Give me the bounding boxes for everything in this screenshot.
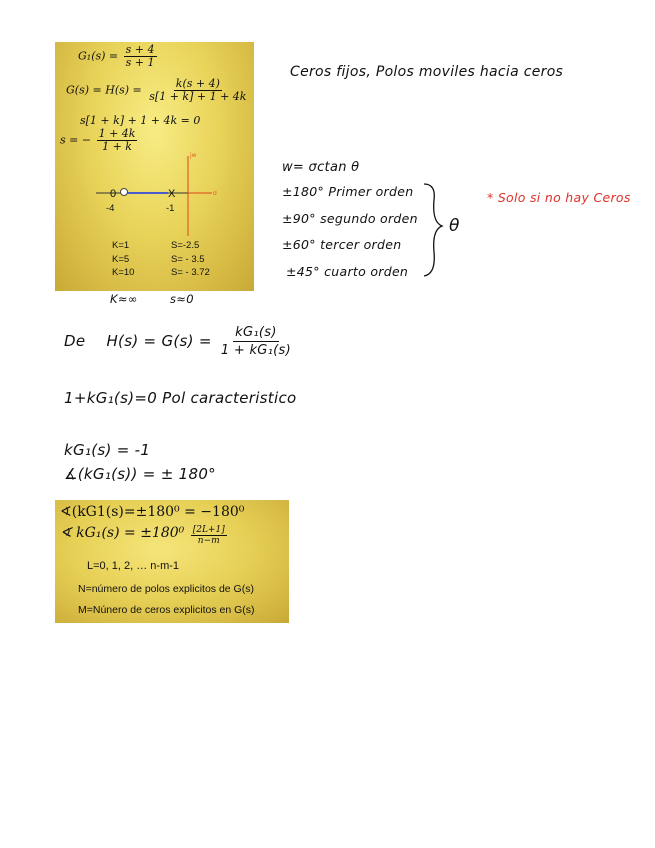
h-fraction bbox=[219, 324, 293, 359]
order-45: ±45° cuarto orden bbox=[286, 264, 409, 279]
zero-value-label: -4 bbox=[106, 203, 115, 214]
pole-value-label: -1 bbox=[166, 203, 175, 214]
angle-exponent-den: n−m bbox=[197, 536, 220, 546]
angle-line-1: ∢(kG1(s)=±180⁰ = −180⁰ bbox=[60, 504, 245, 520]
theta-symbol: θ bbox=[449, 216, 460, 236]
s3-label: S= - 3.72 bbox=[171, 267, 210, 278]
pole-mark: X bbox=[168, 188, 176, 200]
angle-line-2-exponent bbox=[191, 525, 227, 546]
characteristic-equation: s[1 + k] + 1 + 4k = 0 bbox=[80, 114, 201, 127]
g1-denominator: s + 1 bbox=[125, 56, 155, 69]
s-zero-note: s≈0 bbox=[170, 292, 194, 306]
ceros-note: Ceros fijos, Polos moviles hacia ceros bbox=[290, 64, 564, 80]
g1-numerator: s + 4 bbox=[125, 43, 155, 56]
n-definition: N=número de polos explicitos de G(s) bbox=[78, 583, 254, 595]
gh-numerator: k(s + 4) bbox=[175, 77, 220, 90]
closed-loop-equation bbox=[64, 324, 295, 359]
kg-equation: kG₁(s) = -1 bbox=[64, 441, 151, 459]
s-denominator: 1 + k bbox=[102, 140, 132, 153]
gh-denominator: s[1 + k] + 1 + 4k bbox=[149, 90, 247, 103]
k2-label: K=5 bbox=[112, 254, 130, 265]
m-definition: M=Núnero de ceros explicitos en G(s) bbox=[78, 604, 255, 616]
order-180: ±180° Primer orden bbox=[282, 184, 414, 199]
angle-exponent-num: [2L+1] bbox=[192, 525, 225, 535]
l-values: L=0, 1, 2, … n-m-1 bbox=[87, 560, 180, 572]
k1-label: K=1 bbox=[112, 240, 130, 251]
s2-label: S= - 3.5 bbox=[171, 254, 205, 265]
sigma-label: σ bbox=[213, 190, 217, 197]
zero-mark: 0 bbox=[110, 188, 117, 200]
angle-equation: ∡(kG₁(s)) = ± 180° bbox=[64, 465, 216, 483]
gh-lhs: G(s) = H(s) = bbox=[66, 83, 142, 97]
angle-line-2-main: ∢ kG₁(s) = ±180⁰ bbox=[60, 525, 185, 541]
s-numerator: 1 + 4k bbox=[98, 127, 136, 140]
h-denominator: 1 + kG₁(s) bbox=[220, 343, 292, 358]
k3-label: K=10 bbox=[112, 267, 135, 278]
jw-label: jw bbox=[190, 152, 197, 159]
solo-note: * Solo si no hay Ceros bbox=[487, 190, 631, 205]
order-90: ±90° segundo orden bbox=[282, 211, 418, 226]
characteristic-poly: 1+kG₁(s)=0 Pol caracteristico bbox=[64, 389, 297, 407]
s1-label: S=-2.5 bbox=[171, 240, 200, 251]
h-numerator: kG₁(s) bbox=[235, 325, 277, 340]
order-60: ±60° tercer orden bbox=[282, 237, 402, 252]
s-lhs: s = − bbox=[60, 133, 92, 147]
w-formula: w= σctan θ bbox=[282, 160, 360, 175]
k-infinity-note: K≈∞ bbox=[110, 292, 138, 306]
angle-line-2 bbox=[60, 525, 229, 546]
curly-brace bbox=[424, 184, 442, 276]
de-prefix: De bbox=[64, 332, 86, 350]
g1-lhs: G₁(s) = bbox=[78, 49, 119, 63]
h-lhs: H(s) = G(s) = bbox=[106, 332, 212, 350]
